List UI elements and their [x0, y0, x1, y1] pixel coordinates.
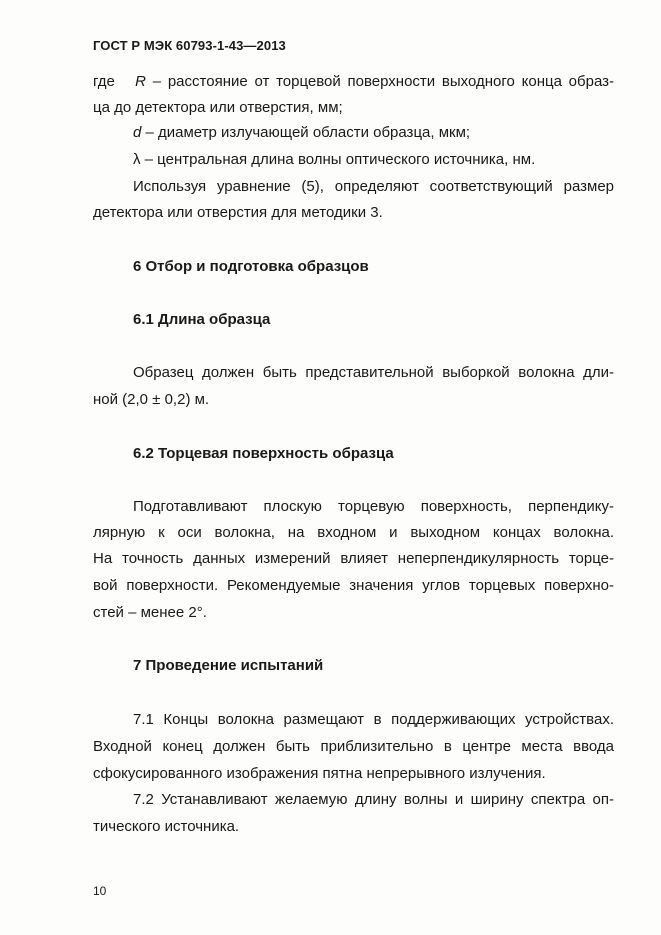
s62-line-2: лярную к оси волокна, на входном и выходном концах волокна.: [93, 524, 614, 541]
where-lambda-line: λ – центральная длина волны оптического источника, нм.: [133, 151, 536, 168]
where-d-line: [133, 124, 470, 142]
section-6-2-title: 6.2 Торцевая поверхность образца: [133, 445, 394, 462]
where-d-desc: – диаметр излучающей области образца, мкм;: [141, 124, 471, 141]
document-header: ГОСТ Р МЭК 60793-1-43—2013: [93, 38, 286, 53]
where-r-desc: – расстояние от торцевой поверхности выходного конца образ-: [146, 73, 614, 90]
p71-line-1: 7.1 Концы волокна размещают в поддерживающих устройствах.: [133, 711, 614, 728]
p71-line-2: Входной конец должен быть приблизительно в центре места ввода: [93, 738, 614, 755]
section-6-title: 6 Отбор и подготовка образцов: [133, 258, 369, 275]
s62-line-5: стей – менее 2°.: [93, 604, 207, 621]
s61-line-2: ной (2,0 ± 0,2) м.: [93, 391, 210, 408]
p71-line-3: сфокусированного изображения пятна непрерывного излучения.: [93, 765, 546, 782]
s62-line-4: вой поверхности. Рекомендуемые значения углов торцевых поверхно-: [93, 577, 614, 594]
using-line-1: Используя уравнение (5), определяют соответствующий размер: [133, 178, 614, 195]
page-number: 10: [93, 884, 107, 898]
p72-line-1: 7.2 Устанавливают желаемую длину волны и ширину спектра оп-: [133, 791, 614, 808]
s61-line-1: Образец должен быть представительной выборкой волокна дли-: [133, 364, 614, 381]
var-r: R: [135, 73, 146, 90]
section-7-title: 7 Проведение испытаний: [133, 657, 324, 674]
section-6-1-title: 6.1 Длина образца: [133, 311, 271, 328]
where-line-1: [93, 73, 614, 91]
p72-line-2: тического источника.: [93, 818, 240, 835]
using-line-2: детектора или отверстия для методики 3.: [93, 204, 383, 221]
where-line-2: ца до детектора или отверстия, мм;: [93, 99, 343, 116]
s62-line-3: На точность данных измерений влияет неперпендикулярность торце-: [93, 550, 614, 567]
var-d: d: [133, 124, 142, 141]
s62-line-1: Подготавливают плоскую торцевую поверхность, перпендику-: [133, 498, 614, 515]
where-prefix: где: [93, 73, 136, 90]
